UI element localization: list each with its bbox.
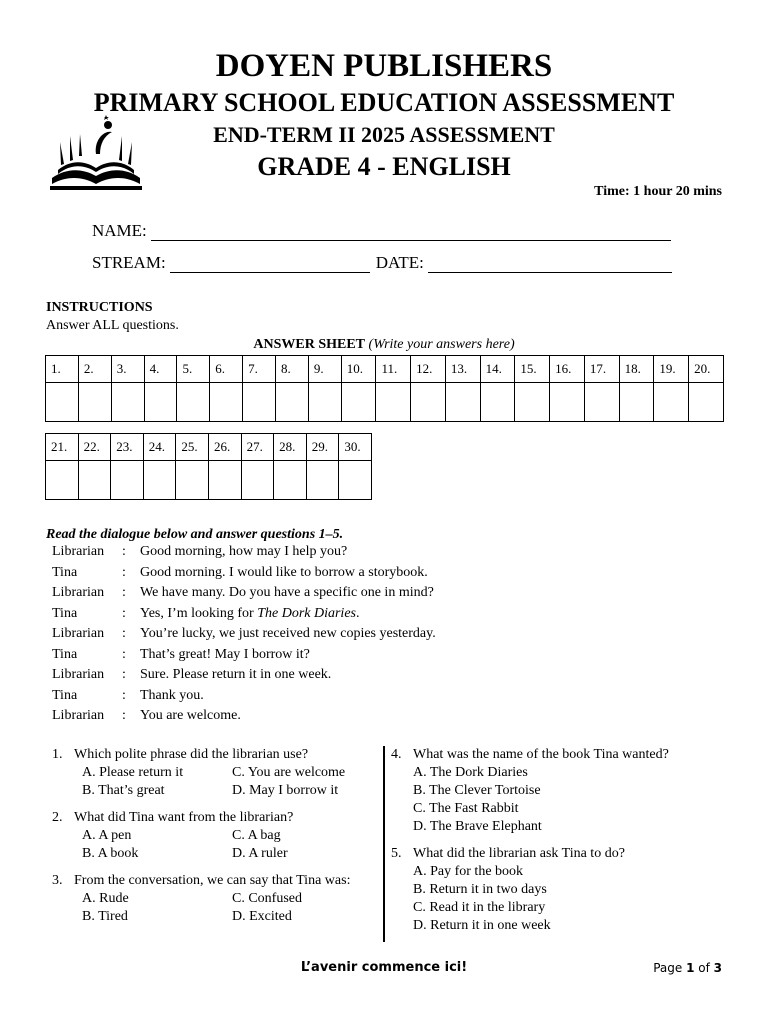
program-title: PRIMARY SCHOOL EDUCATION ASSESSMENT — [93, 88, 675, 117]
question — [391, 846, 721, 936]
answer-grid-21-30 — [45, 433, 372, 500]
dialogue-text-main: You are welcome. — [140, 708, 241, 723]
answer-number-cell: 11. — [376, 356, 411, 383]
question-number: 5. — [391, 846, 402, 861]
dialogue-text — [140, 606, 359, 627]
answer-blank-cell[interactable] — [445, 383, 480, 422]
answer-blank-cell[interactable] — [143, 461, 176, 500]
book-logo-icon — [46, 112, 146, 194]
answer-blank-cell[interactable] — [176, 461, 209, 500]
dialogue-line — [52, 708, 436, 729]
subject-title: GRADE 4 - ENGLISH — [257, 152, 511, 181]
dialogue-text-end: . — [355, 605, 360, 621]
dialogue-text-main: Thank you. — [140, 687, 204, 703]
answer-option[interactable]: A. A pen — [82, 828, 132, 843]
dialogue-text — [140, 647, 310, 668]
speaker-name: Librarian — [52, 585, 105, 600]
dialogue-text — [140, 667, 331, 688]
answer-blank-cell[interactable] — [243, 383, 276, 422]
answer-option[interactable]: D. A ruler — [232, 846, 288, 861]
page-total: 3 — [713, 961, 722, 975]
page-prefix: Page — [653, 961, 687, 975]
dialogue-line — [52, 565, 436, 586]
answer-number-cell: 7. — [243, 356, 276, 383]
answer-blank-cell[interactable] — [177, 383, 210, 422]
answer-blank-cell[interactable] — [550, 383, 585, 422]
answer-number-cell: 16. — [550, 356, 585, 383]
answer-number-cell: 1. — [46, 356, 79, 383]
answer-blank-cell[interactable] — [210, 383, 243, 422]
answer-number-cell: 3. — [111, 356, 144, 383]
answer-options — [52, 765, 382, 801]
answer-number-cell: 29. — [306, 434, 339, 461]
dialogue-text — [140, 544, 347, 565]
answer-option[interactable]: B. A book — [82, 846, 139, 861]
answer-number-cell: 18. — [619, 356, 654, 383]
answer-blank-cell[interactable] — [341, 383, 376, 422]
dialogue-line — [52, 667, 436, 688]
speaker-name: Librarian — [52, 667, 105, 682]
speaker-name: Tina — [52, 646, 78, 662]
answer-blank-cell[interactable] — [274, 461, 307, 500]
answer-blank-cell[interactable] — [46, 383, 79, 422]
dialogue-heading: Read the dialogue below and answer questions 1–5. — [46, 527, 344, 542]
stream-date-row — [92, 253, 672, 273]
answer-option[interactable]: A. Please return it — [82, 765, 184, 780]
answer-number-cell: 6. — [210, 356, 243, 383]
speaker-name: Tina — [52, 564, 78, 580]
answer-number-cell: 15. — [515, 356, 550, 383]
speaker-name: Tina — [52, 605, 78, 621]
answer-number-cell: 25. — [176, 434, 209, 461]
question-text — [391, 747, 721, 765]
question-text — [52, 747, 382, 765]
answer-number-cell: 19. — [654, 356, 689, 383]
answer-blank-cell[interactable] — [144, 383, 177, 422]
speaker-name: Librarian — [52, 626, 105, 641]
answer-option[interactable]: B. Return it in two days — [413, 882, 547, 897]
dialogue-line — [52, 647, 436, 668]
answer-blank-cell[interactable] — [689, 383, 724, 422]
answer-blank-row — [46, 383, 724, 422]
dialogue — [52, 544, 436, 729]
dialogue-line — [52, 626, 436, 647]
answer-number-cell: 8. — [276, 356, 309, 383]
answer-number-cell: 2. — [78, 356, 111, 383]
answer-blank-cell[interactable] — [241, 461, 274, 500]
answer-blank-cell[interactable] — [411, 383, 446, 422]
answer-option[interactable]: C. Read it in the library — [413, 900, 546, 915]
answer-blank-cell[interactable] — [619, 383, 654, 422]
stream-blank[interactable] — [170, 258, 370, 273]
dialogue-text — [140, 688, 204, 709]
speaker-name: Librarian — [52, 708, 105, 723]
answer-number-cell: 21. — [46, 434, 79, 461]
answer-number-row — [46, 434, 372, 461]
answer-option[interactable]: B. The Clever Tortoise — [413, 783, 541, 798]
answer-option[interactable]: D. May I borrow it — [232, 783, 339, 798]
dialogue-text-main: Yes, I’m looking for — [140, 605, 258, 621]
answer-option[interactable]: C. The Fast Rabbit — [413, 801, 519, 816]
answer-option[interactable]: C. You are welcome — [232, 765, 346, 780]
publisher-title: DOYEN PUBLISHERS — [215, 48, 553, 84]
dialogue-text-main: That’s great! May I borrow it? — [140, 646, 310, 662]
speaker-colon: : — [122, 708, 126, 723]
answer-number-cell: 9. — [308, 356, 341, 383]
speaker-colon: : — [122, 626, 126, 641]
question — [52, 747, 382, 801]
answer-option[interactable]: D. The Brave Elephant — [413, 819, 542, 834]
question-text — [52, 810, 382, 828]
speaker-colon: : — [122, 564, 126, 580]
answer-option[interactable]: A. The Dork Diaries — [413, 765, 528, 780]
question — [391, 747, 721, 837]
dialogue-text-main: Good morning, how may I help you? — [140, 544, 348, 559]
answer-number-cell: 30. — [339, 434, 372, 461]
answer-blank-cell[interactable] — [339, 461, 372, 500]
answer-option[interactable]: B. That’s great — [82, 783, 165, 798]
answer-number-cell: 28. — [274, 434, 307, 461]
name-blank[interactable] — [151, 226, 671, 241]
answer-option[interactable]: C. A bag — [232, 828, 281, 843]
answer-options — [391, 864, 721, 936]
dialogue-line — [52, 688, 436, 709]
question-prompt: From the conversation, we can say that Tina was: — [74, 873, 351, 888]
answer-option[interactable]: B. Tired — [82, 909, 128, 924]
answer-blank-cell[interactable] — [78, 461, 111, 500]
answer-blank-cell[interactable] — [654, 383, 689, 422]
answer-number-cell: 23. — [111, 434, 144, 461]
question-number: 4. — [391, 747, 402, 762]
answer-number-cell: 24. — [143, 434, 176, 461]
answer-blank-cell[interactable] — [111, 461, 144, 500]
page-mid: of — [694, 961, 714, 975]
answer-options — [52, 891, 382, 927]
answer-blank-cell[interactable] — [480, 383, 515, 422]
question-prompt: What did the librarian ask Tina to do? — [413, 846, 625, 861]
answer-grid-1-20 — [45, 355, 724, 422]
answer-blank-cell[interactable] — [308, 383, 341, 422]
dialogue-line — [52, 544, 436, 565]
speaker-colon: : — [122, 687, 126, 703]
question-prompt: Which polite phrase did the librarian use? — [74, 747, 309, 762]
answer-number-cell: 13. — [445, 356, 480, 383]
question-number: 1. — [52, 747, 63, 762]
speaker-name: Librarian — [52, 544, 105, 559]
dialogue-text — [140, 708, 241, 729]
question-text — [391, 846, 721, 864]
answer-number-cell: 5. — [177, 356, 210, 383]
answer-option[interactable]: A. Rude — [82, 891, 129, 906]
page-current: 1 — [686, 961, 695, 975]
dialogue-text — [140, 565, 428, 586]
answer-blank-row — [46, 461, 372, 500]
speaker-colon: : — [122, 667, 126, 682]
answer-blank-cell[interactable] — [306, 461, 339, 500]
answer-options — [52, 828, 382, 864]
answer-number-row — [46, 356, 724, 383]
date-blank[interactable] — [428, 258, 672, 273]
answer-blank-cell[interactable] — [276, 383, 309, 422]
answer-blank-cell[interactable] — [515, 383, 550, 422]
dialogue-text-main: We have many. Do you have a specific one in mind? — [140, 585, 434, 600]
answer-number-cell: 14. — [480, 356, 515, 383]
page-number — [653, 961, 722, 975]
answer-blank-cell[interactable] — [111, 383, 144, 422]
answer-number-cell: 26. — [208, 434, 241, 461]
speaker-colon: : — [122, 544, 126, 559]
answer-number-cell: 17. — [584, 356, 619, 383]
dialogue-line — [52, 585, 436, 606]
question-prompt: What did Tina want from the librarian? — [74, 810, 294, 825]
answer-blank-cell[interactable] — [584, 383, 619, 422]
answer-sheet-heading — [0, 337, 768, 353]
answer-options — [391, 765, 721, 837]
answer-number-cell: 4. — [144, 356, 177, 383]
dialogue-line — [52, 606, 436, 627]
question-text — [52, 873, 382, 891]
speaker-colon: : — [122, 605, 126, 621]
footer-motto: L’avenir commence ici! — [300, 960, 468, 975]
exam-duration: Time: 1 hour 20 mins — [594, 184, 722, 199]
instructions-text: Answer ALL questions. — [46, 318, 179, 333]
answer-option[interactable]: D. Excited — [232, 909, 292, 924]
dialogue-text-main: You’re lucky, we just received new copies yesterday. — [140, 626, 436, 641]
instructions-heading: INSTRUCTIONS — [46, 300, 153, 315]
questions-left-column — [52, 747, 382, 936]
answer-blank-cell[interactable] — [78, 383, 111, 422]
dialogue-text-main: Sure. Please return it in one week. — [140, 667, 332, 682]
speaker-colon: : — [122, 585, 126, 600]
dialogue-text-main: Good morning. I would like to borrow a storybook. — [140, 564, 428, 580]
answer-number-cell: 20. — [689, 356, 724, 383]
answer-sheet-note: (Write your answers here) — [368, 337, 515, 352]
answer-option[interactable]: D. Return it in one week — [413, 918, 551, 933]
answer-option[interactable]: C. Confused — [232, 891, 302, 906]
date-label: DATE: — [375, 253, 424, 272]
dialogue-text — [140, 626, 436, 647]
question-number: 3. — [52, 873, 63, 888]
question-number: 2. — [52, 810, 63, 825]
question — [52, 810, 382, 864]
book-title: The Dork Diaries — [257, 605, 356, 621]
question — [52, 873, 382, 927]
term-title: END-TERM II 2025 ASSESSMENT — [213, 122, 555, 147]
speaker-name: Tina — [52, 687, 78, 703]
name-field-row — [92, 221, 671, 241]
answer-number-cell: 22. — [78, 434, 111, 461]
column-divider — [383, 746, 385, 942]
stream-label: STREAM: — [92, 253, 166, 272]
answer-number-cell: 12. — [411, 356, 446, 383]
answer-blank-cell[interactable] — [46, 461, 79, 500]
questions-right-column — [391, 747, 721, 945]
dialogue-text — [140, 585, 434, 606]
name-label: NAME: — [92, 221, 147, 240]
answer-number-cell: 10. — [341, 356, 376, 383]
answer-blank-cell[interactable] — [376, 383, 411, 422]
answer-option[interactable]: A. Pay for the book — [413, 864, 524, 879]
answer-number-cell: 27. — [241, 434, 274, 461]
answer-blank-cell[interactable] — [208, 461, 241, 500]
question-prompt: What was the name of the book Tina wanted? — [413, 747, 669, 762]
answer-sheet-title: ANSWER SHEET — [253, 337, 366, 352]
speaker-colon: : — [122, 646, 126, 662]
